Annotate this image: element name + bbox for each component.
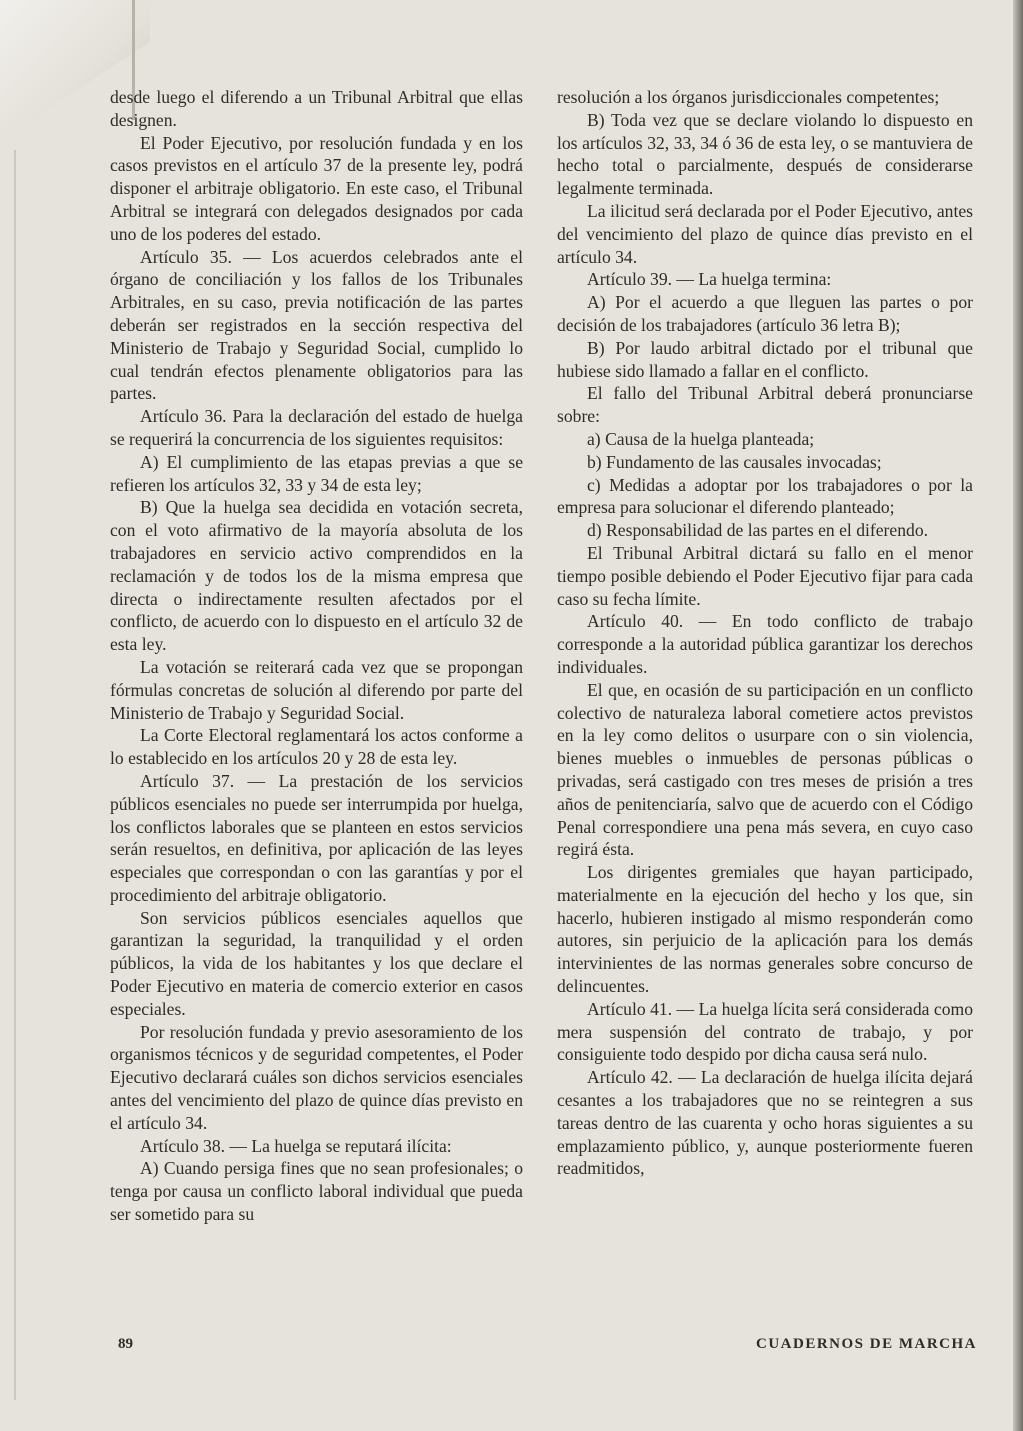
text-paragraph: Artículo 42. — La declaración de huelga ilícita dejará cesantes a los trabajadores que no se reintegren a sus tareas dentro de las cuarenta y ocho horas siguientes a su emplazamiento público, y, aunque posteriormente fueren readmitidos, [557, 1067, 973, 1179]
text-paragraph: La ilicitud será declarada por el Poder Ejecutivo, antes del vencimiento del plazo de quince días previsto en el artículo 34. [557, 200, 973, 267]
right-text-column [557, 86, 973, 1180]
text-paragraph: Artículo 36. Para la declaración del estado de huelga se requerirá la concurrencia de los siguientes requisitos: [110, 406, 523, 449]
text-paragraph: Por resolución fundada y previo asesoramiento de los organismos técnicos y de seguridad competentes, el Poder Ejecutivo declarará cuáles son dichos servicios esenciales antes del vencimiento del plazo de quince días previsto en el artículo 34. [110, 1021, 523, 1133]
left-text-column [110, 86, 523, 1226]
text-paragraph: Artículo 39. — La huelga termina: [587, 269, 832, 290]
list-item-paragraph: a) Causa de la huelga planteada; [587, 428, 815, 449]
list-item-paragraph: B) Por laudo arbitral dictado por el tribunal que hubiese sido llamado a fallar en el conflicto. [557, 337, 973, 381]
list-item-paragraph: A) Cuando persiga fines que no sean profesionales; o tenga por causa un conflicto laboral individual que pueda ser sometido para su [110, 1158, 523, 1225]
text-paragraph: La Corte Electoral reglamentará los actos conforme a lo establecido en los artículos 20 y 28 de esta ley. [110, 725, 523, 769]
text-paragraph: resolución a los órganos jurisdiccionales competentes; [557, 87, 940, 107]
list-item-paragraph: d) Responsabilidad de las partes en el diferendo. [587, 520, 929, 541]
text-paragraph: Artículo 41. — La huelga lícita será considerada como mera suspensión del contrato de trabajo, y por consiguiente todo despido por dicha causa será nulo. [557, 998, 973, 1065]
list-item-paragraph: A) El cumplimiento de las etapas previas a que se refieren los artículos 32, 33 y 34 de esta ley; [110, 451, 523, 495]
text-paragraph: El que, en ocasión de su participación en un conflicto colectivo de naturaleza laboral cometiere actos previstos en la ley como delitos o usurpare con o sin violencia, bienes muebles o inmuebles de personas públicas o privadas, será castigado con tres meses de prisión a tres años de penitenciaría, salvo que de acuerdo con el Código Penal correspondiere una pena más severa, en cuyo caso regirá ésta. [557, 679, 973, 860]
binding-margin-line [14, 150, 16, 1400]
list-item-paragraph: B) Que la huelga sea decidida en votación secreta, con el voto afirmativo de la mayoría absoluta de los trabajadores en servicio activo comprendidos en la reclamación y de todos los de la misma empresa que directa o indirectamente resulten afectados por el conflicto, de acuerdo con lo dispuesto en el artículo 32 de esta ley. [110, 497, 523, 655]
text-paragraph: El fallo del Tribunal Arbitral deberá pronunciarse sobre: [557, 383, 973, 427]
text-paragraph: Son servicios públicos esenciales aquellos que garantizan la seguridad, la tranquilidad y el orden públicos, la vida de los habitantes y los que declare el Poder Ejecutivo en materia de comercio exterior en casos especiales. [110, 907, 523, 1019]
journal-name: CUADERNOS DE MARCHA [755, 1336, 977, 1352]
text-paragraph: El Poder Ejecutivo, por resolución fundada y en los casos previstos en el artículo 37 de la presente ley, podrá disponer el arbitraje obligatorio. En este caso, el Tribunal Arbitral se integrará con delegados designados por cada uno de los poderes del estado. [110, 132, 523, 244]
list-item-paragraph: c) Medidas a adoptar por los trabajadores o por la empresa para solucionar el diferendo planteado; [557, 474, 973, 518]
text-paragraph: El Tribunal Arbitral dictará su fallo en el menor tiempo posible debiendo el Poder Ejecutivo fijar para cada caso su fecha límite. [557, 542, 973, 609]
page-edge-shadow [1013, 0, 1023, 1431]
list-item-paragraph: b) Fundamento de las causales invocadas; [587, 451, 882, 472]
list-item-paragraph: A) Por el acuerdo a que lleguen las partes o por decisión de los trabajadores (artículo 36 letra B); [557, 292, 973, 335]
text-paragraph: Artículo 35. — Los acuerdos celebrados ante el órgano de conciliación y los fallos de los Tribunales Arbitrales, en su caso, previa notificación de las partes deberán ser registrados en la sección respectiva del Ministerio de Trabajo y Seguridad Social, cumplido lo cual tendrán efectos plenamente obligatorios para las partes. [110, 246, 523, 404]
text-paragraph: Los dirigentes gremiales que hayan participado, materialmente en la ejecución del hecho y los que, sin hacerlo, hubieren instigado al mismo responderán como autores, sin perjuicio de la aplicación para los demás intervinientes de las normas generales sobre concurso de delincuentes. [557, 862, 973, 997]
text-paragraph: Artículo 40. — En todo conflicto de trabajo corresponde a la autoridad pública garantizar los derechos individuales. [557, 611, 973, 677]
text-paragraph: La votación se reiterará cada vez que se propongan fórmulas concretas de solución al diferendo por parte del Ministerio de Trabajo y Seguridad Social. [110, 656, 523, 723]
page-number: 89 [118, 1336, 133, 1352]
text-paragraph: desde luego el diferendo a un Tribunal Arbitral que ellas designen. [110, 87, 523, 130]
text-paragraph: Artículo 38. — La huelga se reputará ilícita: [140, 1135, 452, 1156]
text-paragraph: Artículo 37. — La prestación de los servicios públicos esenciales no puede ser interrumpida por huelga, los conflictos laborales que se planteen en estos servicios serán resueltos, en definitiva, por aplicación de las leyes especiales que correspondan o con las garantías y por el procedimiento del arbitraje obligatorio. [110, 770, 523, 905]
list-item-paragraph: B) Toda vez que se declare violando lo dispuesto en los artículos 32, 33, 34 ó 36 de esta ley, o se mantuviera de hecho total o parcialmente, después de considerarse legalmente terminada. [557, 109, 973, 199]
